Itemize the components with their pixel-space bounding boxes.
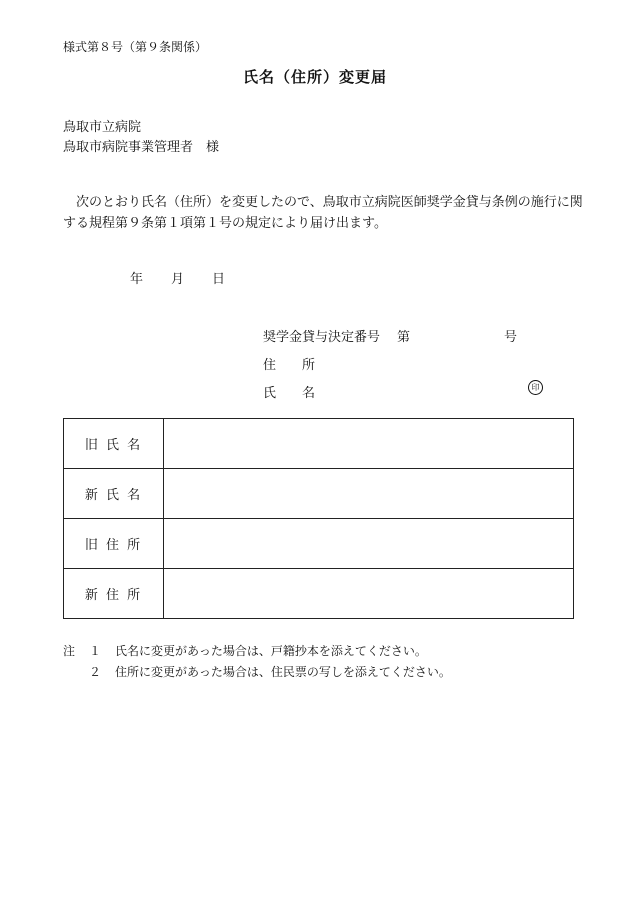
form-number: 様式第８号（第９条関係）: [63, 40, 208, 54]
row-value-old-address[interactable]: [164, 519, 574, 569]
name-label: 氏 名: [263, 386, 316, 401]
seal-mark-icon: 印: [528, 380, 543, 395]
address-label: 住 所: [263, 358, 316, 373]
decision-number-suffix: 号: [504, 330, 518, 345]
note-number: ２: [89, 665, 102, 679]
note-mark: 注: [63, 644, 76, 658]
decision-number-prefix: 第: [397, 330, 411, 345]
row-label-old-address: 旧 住 所: [64, 519, 164, 569]
row-label-old-name: 旧 氏 名: [64, 419, 164, 469]
row-label-new-name: 新 氏 名: [64, 469, 164, 519]
table-row: [64, 519, 574, 569]
change-table: [63, 418, 574, 619]
date-line: [130, 268, 225, 287]
table-row: [64, 419, 574, 469]
table-row: [64, 569, 574, 619]
note-item: [63, 641, 451, 662]
decision-number-label: 奨学金貸与決定番号: [263, 330, 381, 345]
addressee-manager: 鳥取市病院事業管理者 様: [63, 140, 220, 155]
note-text: 氏名に変更があった場合は、戸籍抄本を添えてください。: [115, 644, 427, 658]
note-text: 住所に変更があった場合は、住民票の写しを添えてください。: [115, 665, 451, 679]
table-row: [64, 469, 574, 519]
date-day: 日: [212, 272, 226, 287]
row-value-new-address[interactable]: [164, 569, 574, 619]
note-number: １: [89, 644, 102, 658]
date-month: 月: [171, 272, 185, 287]
date-year: 年: [130, 272, 144, 287]
addressee-hospital: 鳥取市立病院: [63, 120, 142, 135]
row-label-new-address: 新 住 所: [64, 569, 164, 619]
body-paragraph: 次のとおり氏名（住所）を変更したので、鳥取市立病院医師奨学金貸与条例の施行に関する規程第９条第１項第１号の規定により届け出ます。: [63, 195, 583, 231]
note-item: [63, 662, 451, 683]
row-value-old-name[interactable]: [164, 419, 574, 469]
notes: [63, 641, 451, 683]
row-value-new-name[interactable]: [164, 469, 574, 519]
page-title: 氏名（住所）変更届: [242, 68, 387, 86]
